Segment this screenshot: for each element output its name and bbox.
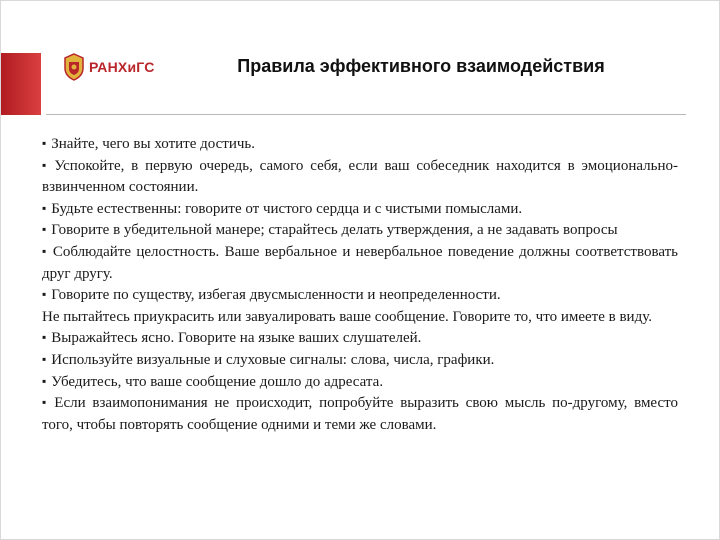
list-item: ▪ Выражайтесь ясно. Говорите на языке ваших слушателей. [42,328,678,350]
list-item: ▪ Говорите в убедительной манере; старайтесь делать утверждения, а не задавать вопросы [42,220,678,242]
list-item: ▪ Убедитесь, что ваше сообщение дошло до адресата. [42,372,678,394]
emblem-icon [63,53,85,81]
list-item: ▪ Соблюдайте целостность. Ваше вербальное и невербальное поведение должны соответствовать друг другу. [42,242,678,285]
list-item-continuation: Не пытайтесь приукрасить или завуалировать ваше сообщение. Говорите то, что имеете в виду. [42,308,652,325]
ranepa-logo [63,49,163,85]
list-item: ▪ Говорите по существу, избегая двусмысленности и неопределенности. [42,285,678,307]
rules-list [42,134,678,436]
list-item: ▪ Используйте визуальные и слуховые сигналы: слова, числа, графики. [42,350,678,372]
header-divider [46,114,686,115]
page-title: Правила эффективного взаимодействия [237,56,605,76]
accent-bar [1,53,41,115]
list-item: ▪ Успокойте, в первую очередь, самого себя, если ваш собеседник находится в эмоционально-взвинченном состоянии. [42,156,678,199]
list-item: ▪ Если взаимопонимания не происходит, попробуйте выразить свою мысль по-другому, вместо того, чтобы повторять сообщение одними и теми же словами. [42,393,678,436]
list-item: ▪ Будьте естественны: говорите от чистого сердца и с чистыми помыслами. [42,199,678,221]
logo-text: РАНХиГС [89,59,155,75]
list-item: ▪ Знайте, чего вы хотите достичь. [42,134,678,156]
